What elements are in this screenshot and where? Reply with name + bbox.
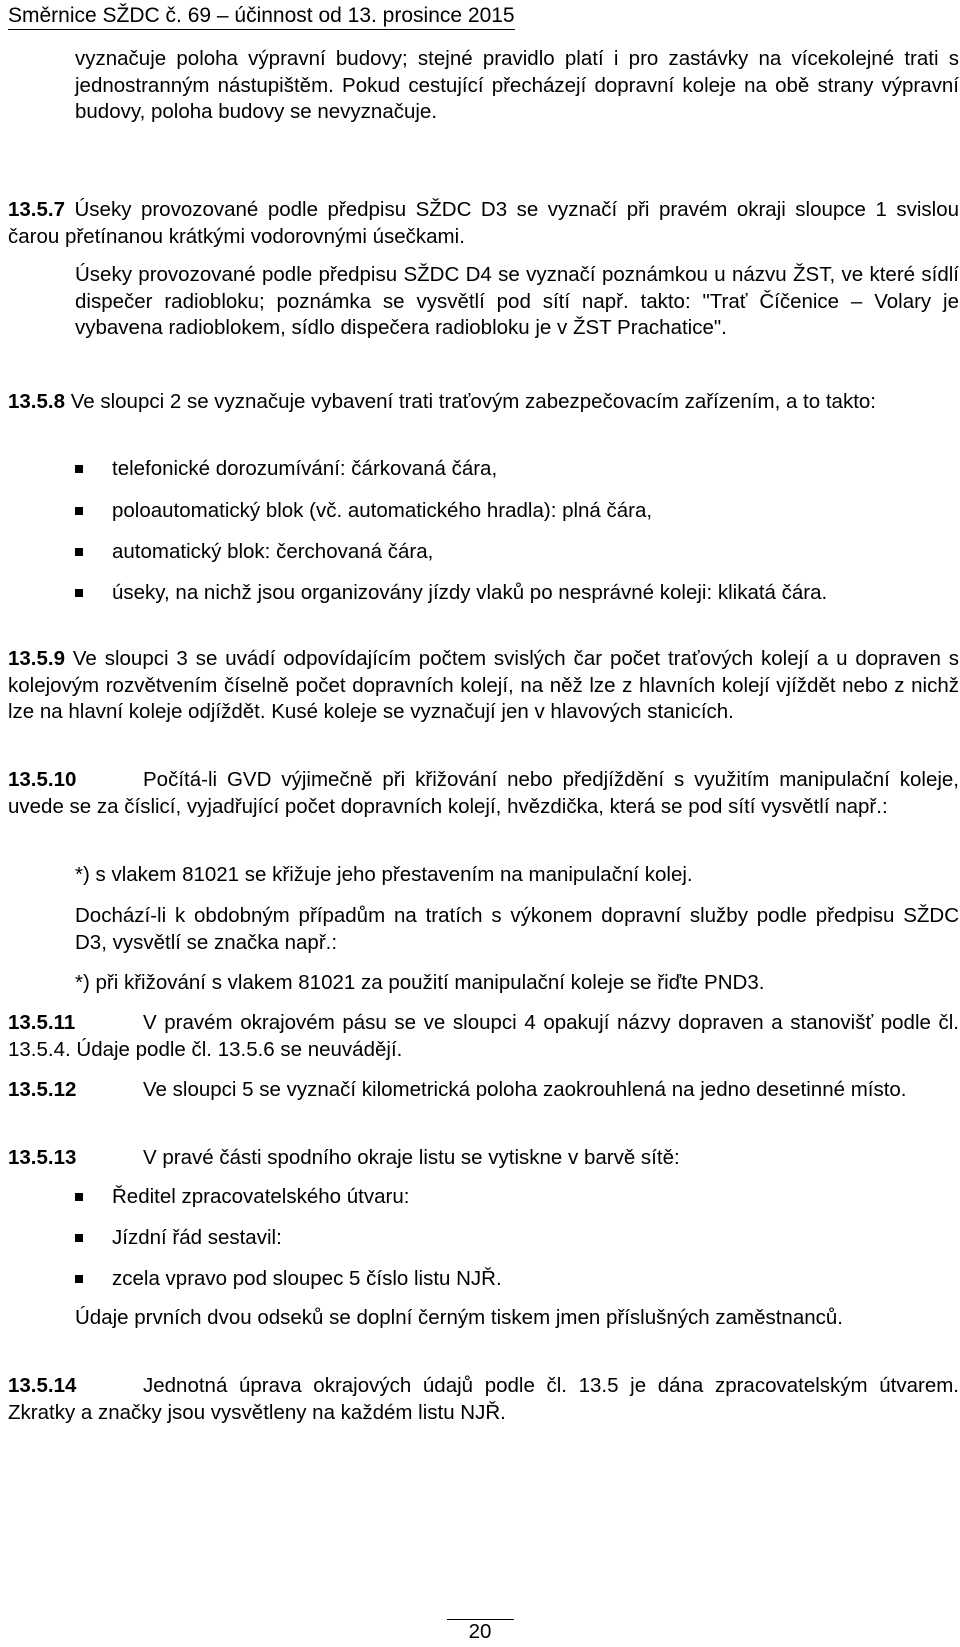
bullet-item: automatický blok: čerchovaná čára, (75, 539, 959, 566)
section-number: 13.5.7 (8, 198, 65, 221)
section-text: Ve sloupci 5 se vyznačí kilometrická poloha zaokrouhlená na jedno desetinné místo. (143, 1078, 907, 1101)
bullet-item: Jízdní řád sestavil: (75, 1225, 959, 1252)
section-13-5-7 (8, 197, 959, 250)
section-number: 13.5.13 (8, 1146, 77, 1169)
section-text: Ve sloupci 2 se vyznačuje vybavení trati traťovým zabezpečovacím zařízením, a to takto: (70, 390, 876, 413)
section-text: Počítá-li GVD výjimečně při křižování nebo předjíždění s využitím manipulační koleje, uvede se za číslicí, vyjadřující počet dopravních kolejí, hvězdička, která se pod sítí vysvětlí např.: (8, 768, 959, 818)
section-text: Ve sloupci 3 se uvádí odpovídajícím počtem svislých čar počet traťových kolejí a u dopraven s kolejovým rozvětvením číselně počet dopravních kolejí, na něž lze z hlavních kolejí vjíždět nebo z nichž lze na hlavní koleje odjíždět. Kusé koleje se vyznačují jen v hlavových stanicích. (8, 647, 959, 723)
section-text: Jednotná úprava okrajových údajů podle čl. 13.5 je dána zpracovatelským útvarem. Zkratky a značky jsou vysvětleny na každém listu NJŘ. (8, 1374, 959, 1424)
section-number: 13.5.11 (8, 1011, 76, 1034)
section-text: V pravé části spodního okraje listu se vytiskne v barvě sítě: (143, 1146, 680, 1169)
section-13-5-13 (8, 1145, 959, 1172)
bullet-square-icon (75, 1234, 83, 1242)
section-13-5-10-paragraph-2: Dochází-li k obdobným případům na tratích s výkonem dopravní služby podle předpisu SŽDC D3, vysvětlí se značka např.: (75, 904, 959, 954)
bullet-item: Ředitel zpracovatelského útvaru: (75, 1184, 959, 1211)
section-13-5-9 (8, 646, 959, 726)
section-13-5-7-paragraph-2: Úseky provozované podle předpisu SŽDC D4 se vyznačí poznámkou u názvu ŽST, ve které sídlí dispečer radiobloku; poznámka se vysvětlí pod sítí např. takto: "Trať Číčenice – Volary je vybavena radioblokem, sídlo dispečera radiobloku je v ŽST Prachatice". (75, 263, 959, 339)
example-note: *) s vlakem 81021 se křižuje jeho přestavením na manipulační kolej. (75, 863, 693, 886)
bullet-item: telefonické dorozumívání: čárkovaná čára, (75, 456, 959, 483)
section-number: 13.5.8 (8, 390, 65, 413)
section-13-5-13-paragraph-2: Údaje prvních dvou odseků se doplní černým tiskem jmen příslušných zaměstnanců. (75, 1306, 843, 1329)
section-number: 13.5.9 (8, 647, 65, 670)
section-13-5-14 (8, 1373, 959, 1426)
section-13-5-8 (8, 389, 959, 416)
section-13-5-12 (8, 1077, 959, 1104)
bullet-square-icon (75, 465, 83, 473)
section-13-5-10 (8, 767, 959, 820)
section-number: 13.5.14 (8, 1374, 77, 1397)
bullet-square-icon (75, 1193, 83, 1201)
example-note: *) při křižování s vlakem 81021 za použití manipulační koleje se řiďte PND3. (75, 971, 765, 994)
page-number: 20 (468, 1620, 492, 1643)
bullet-square-icon (75, 589, 83, 597)
intro-paragraph: vyznačuje poloha výpravní budovy; stejné pravidlo platí i pro zastávky na vícekolejné trati s jednostranným nástupištěm. Pokud cestující přecházejí dopravní koleje na obě strany výpravní budovy, poloha budovy se nevyznačuje. (75, 47, 959, 123)
section-text: V pravém okrajovém pásu se ve sloupci 4 opakují názvy dopraven a stanovišť podle čl. 13.5.4. Údaje podle čl. 13.5.6 se neuvádějí. (8, 1011, 959, 1061)
section-number: 13.5.10 (8, 768, 77, 791)
bullet-square-icon (75, 1275, 83, 1283)
bullet-item: úseky, na nichž jsou organizovány jízdy vlaků po nesprávné koleji: klikatá čára. (75, 580, 959, 607)
section-number: 13.5.12 (8, 1078, 77, 1101)
bullet-item: zcela vpravo pod sloupec 5 číslo listu NJŘ. (75, 1266, 959, 1293)
page-header: Směrnice SŽDC č. 69 – účinnost od 13. prosince 2015 (8, 4, 515, 30)
bullet-square-icon (75, 507, 83, 515)
section-13-5-11 (8, 1010, 959, 1063)
section-text: Úseky provozované podle předpisu SŽDC D3 se vyznačí při pravém okraji sloupce 1 svislou čarou přetínanou krátkými vodorovnými úsečkami. (8, 198, 960, 248)
bullet-item: poloautomatický blok (vč. automatického hradla): plná čára, (75, 498, 959, 525)
bullet-square-icon (75, 548, 83, 556)
